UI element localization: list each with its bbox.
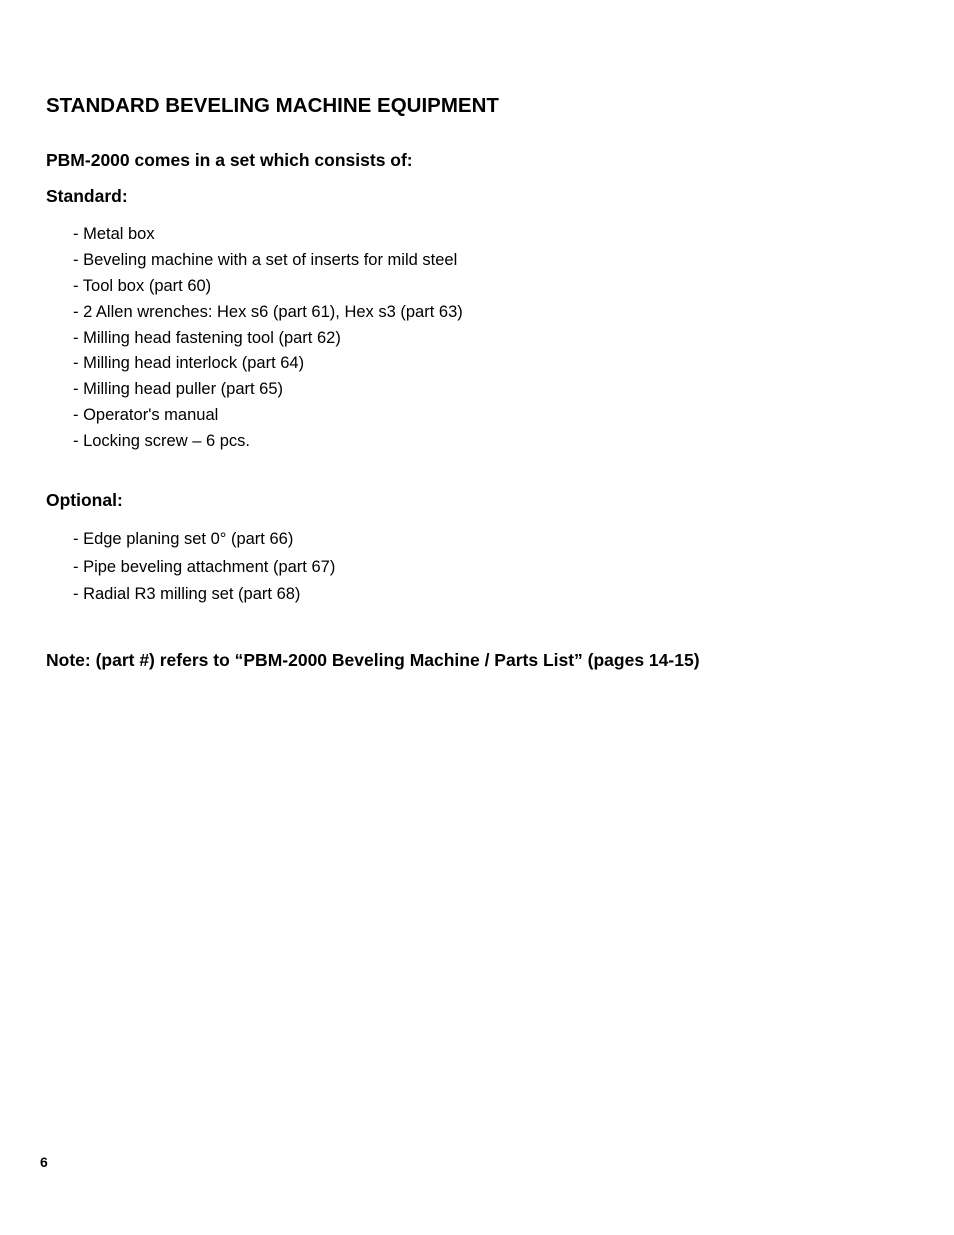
list-item: - Milling head fastening tool (part 62) — [73, 328, 341, 347]
optional-items-list — [73, 528, 335, 611]
list-item: - Milling head interlock (part 64) — [73, 354, 305, 373]
list-item: - Radial R3 milling set (part 68) — [73, 585, 301, 603]
list-item: - Locking screw – 6 pcs. — [73, 432, 250, 451]
page-title: STANDARD BEVELING MACHINE EQUIPMENT — [46, 94, 499, 117]
page-number: 6 — [40, 1154, 48, 1170]
list-item: - Milling head puller (part 65) — [73, 380, 284, 399]
parts-list-note: Note: (part #) refers to “PBM-2000 Beveling Machine / Parts List” (pages 14-15) — [46, 650, 700, 670]
list-item: - Pipe beveling attachment (part 67) — [73, 557, 336, 576]
list-item: - Edge planing set 0° (part 66) — [73, 530, 294, 548]
optional-heading: Optional: — [46, 490, 123, 510]
standard-items-list — [73, 223, 463, 456]
list-item: - Operator's manual — [73, 406, 219, 425]
list-item: - Beveling machine with a set of inserts for mild steel — [73, 250, 458, 269]
list-item: - 2 Allen wrenches: Hex s6 (part 61), Hex s3 (part 63) — [73, 302, 463, 321]
standard-heading: Standard: — [46, 186, 128, 206]
list-item: - Tool box (part 60) — [73, 276, 212, 295]
intro-heading: PBM-2000 comes in a set which consists of: — [46, 150, 413, 170]
list-item: - Metal box — [73, 225, 155, 243]
